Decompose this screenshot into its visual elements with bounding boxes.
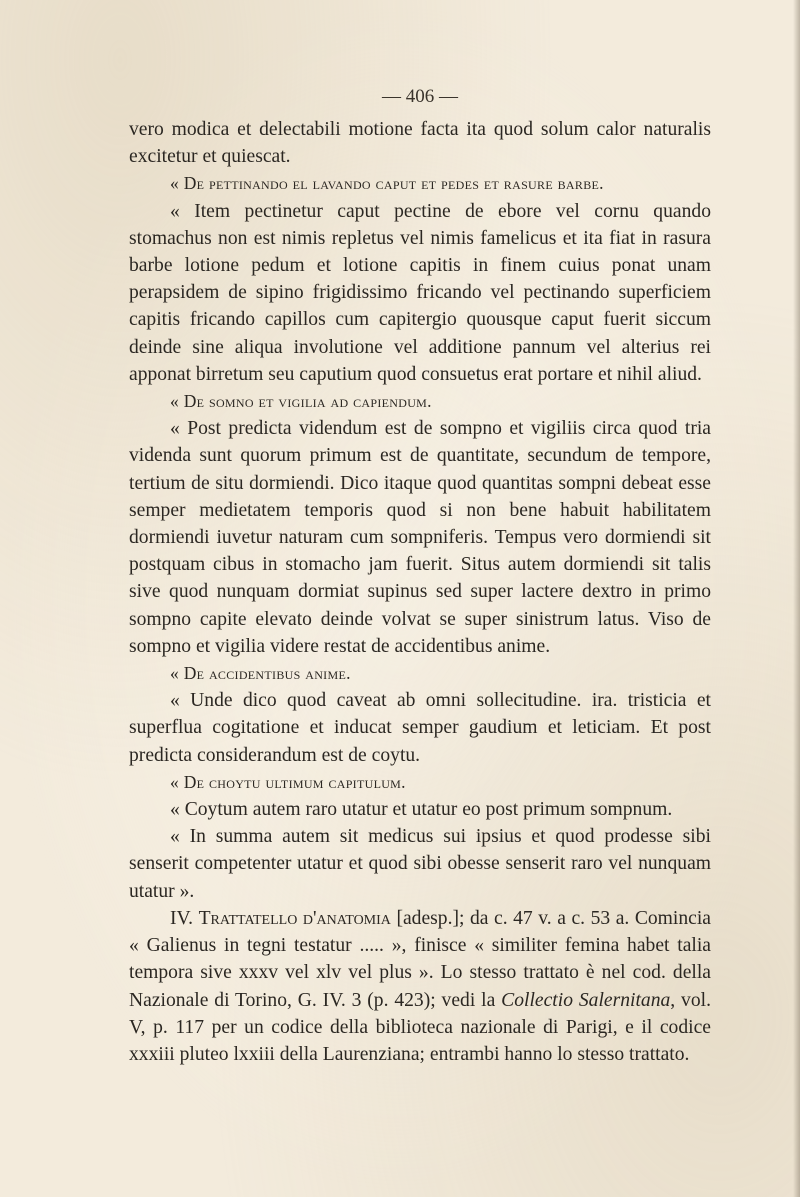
paragraph-accidents: « Unde dico quod caveat ab omni sollecitudine. ira. tristicia et superflua cogitatione et inducat semper gaudium et leticiam. Et post predicta considerandum est de coytu.: [129, 690, 711, 766]
treatise-references: , vol. V, p. 117 per un codice della biblioteca nazionale di Parigi, e il codice xxxiii pluteo lxxiii della Laurenziana; entrambi hanno lo stesso trattato.: [129, 989, 711, 1065]
treatise-details: [adesp.]; da c. 47 v. a c. 53 a. Comincia « Galienus in tegni testatur ..... », finisce « similiter femina habet talia tempora sive xxxv vel xlv vel plus ». Lo stesso trattato è nel cod. della Nazionale di Torino, G. IV. 3 (p. 423); vedi la: [129, 907, 712, 1011]
paragraph-combing: « Item pectinetur caput pectine de ebore vel cornu quando stomachus non est nimis repletus vel nimis famelicus et ita fiat in rasura barbe lotione pedum et lotione capitis in finem cuius ponat unam perapsidem de sipino frigidissimo fricando vel pectinando superficiem capitis fricando capillos cum capitergio quousque caput fuerit siccum deinde sine aliqua involutione vel additione pannum vel alterius rei apponat birretum seu caputium quod consuetus erat portare et nihil aliud.: [129, 200, 711, 385]
section-heading-coitus: « De choytu ultimum capitulum.: [170, 771, 406, 792]
page-edge-shadow: [793, 0, 800, 1197]
collectio-title: Collectio Salernitana: [501, 989, 671, 1011]
paragraph-treatise-iv: [129, 905, 711, 1068]
section-heading-combing: « De pettinando el lavando caput et pedes et rasure barbe.: [170, 173, 604, 194]
page-number: — 406 —: [382, 86, 458, 107]
section-heading-sleep: « De somno et vigilia ad capiendum.: [170, 391, 432, 412]
paragraph-coitus: « Coytum autem raro utatur et utatur eo post primum sompnum.: [170, 799, 673, 821]
paragraph-sleep: « Post predicta videndum est de sompno et vigiliis circa quod tria videnda sunt quorum primum est de quantitate, secundum de tempore, tertium de situ dormiendi. Dico itaque quod quantitas sompni debeat esse semper medietatem temporis quod si non bene habuit habilitatem dormiendi iuvetur naturam cum sompniferis. Tempus vero dormiendi sit postquam cibus in stomacho jam fuerit. Situs autem dormiendi sit talis sive quod nunquam dormiat supinus sed super lactere dextro in primo sompno capite elevato deinde volvat se super sinistrum latus. Viso de sompno et vigilia videre restat de accidentibus anime.: [129, 418, 711, 657]
paragraph-summary: « In summa autem sit medicus sui ipsius et quod prodesse sibi senserit competenter utatur et quod sibi obesse senserit raro vel nunquam utatur ».: [129, 826, 711, 902]
section-heading-accidents: « De accidentibus anime.: [170, 663, 351, 684]
body-text: [129, 116, 711, 1068]
treatise-number: IV.: [170, 907, 199, 929]
treatise-title: Trattatello d'anatomia: [198, 907, 391, 929]
paragraph-continuation: vero modica et delectabili motione facta ita quod solum calor naturalis excitetur et quiescat.: [129, 119, 711, 168]
